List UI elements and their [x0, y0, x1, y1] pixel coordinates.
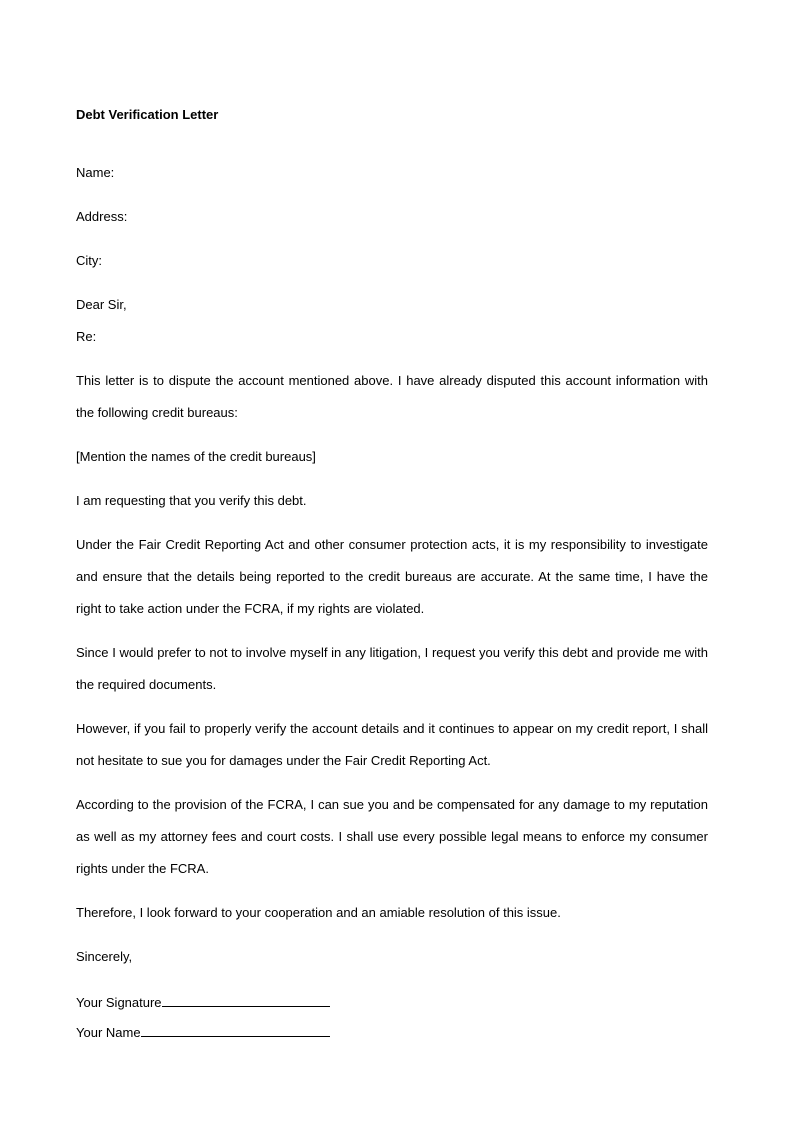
paragraph-bureaus-placeholder: [Mention the names of the credit bureaus]	[76, 449, 316, 464]
name-blank	[141, 1023, 330, 1037]
address-field-label: Address:	[76, 209, 128, 224]
paragraph-compensation: According to the provision of the FCRA, I can sue you and be compensated for any damage to my reputation as well as my attorney fees and court costs. I shall use every possible legal means to enforce my consumer rights under the FCRA.	[76, 797, 708, 876]
closing: Sincerely,	[76, 949, 133, 964]
name-field-label: Name:	[76, 165, 115, 180]
name-label: Your Name	[76, 1025, 141, 1040]
signature-blank	[162, 993, 330, 1007]
signature-label: Your Signature	[76, 995, 162, 1010]
paragraph-dispute: This letter is to dispute the account mentioned above. I have already disputed this account information with the following credit bureaus:	[76, 373, 708, 420]
signature-line	[76, 993, 330, 1011]
paragraph-warning: However, if you fail to properly verify the account details and it continues to appear on my credit report, I shall not hesitate to sue you for damages under the Fair Credit Reporting Act.	[76, 721, 708, 768]
city-field-label: City:	[76, 253, 102, 268]
paragraph-request: I am requesting that you verify this debt.	[76, 493, 307, 508]
re-line: Re:	[76, 329, 97, 344]
letter-title: Debt Verification Letter	[76, 107, 219, 122]
name-line	[76, 1023, 330, 1041]
salutation: Dear Sir,	[76, 297, 127, 312]
paragraph-fcra-rights: Under the Fair Credit Reporting Act and other consumer protection acts, it is my responsibility to investigate and ensure that the details being reported to the credit bureaus are accurate. At the same time, I have the right to take action under the FCRA, if my rights are violated.	[76, 537, 708, 616]
paragraph-closing-statement: Therefore, I look forward to your cooperation and an amiable resolution of this issue.	[76, 905, 561, 920]
paragraph-litigation: Since I would prefer to not to involve myself in any litigation, I request you verify this debt and provide me with the required documents.	[76, 645, 708, 692]
